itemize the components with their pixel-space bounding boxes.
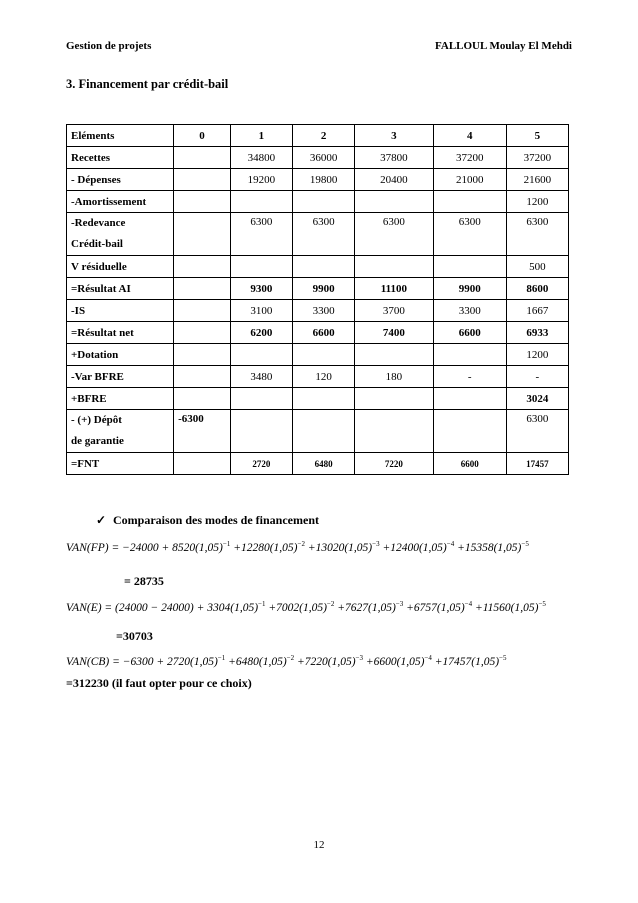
- table-cell: 3300: [292, 300, 354, 322]
- table-cell: 1200: [506, 344, 568, 366]
- table-cell: 37200: [433, 147, 506, 169]
- equation-term: +12400(1,05): [382, 541, 447, 554]
- equation-text: VAN(FP) = −24000 + 8520(1,05): [66, 541, 223, 554]
- table-row: [67, 344, 569, 366]
- exponent: −1: [258, 600, 266, 608]
- table-cell: [292, 256, 354, 278]
- equation-term: +7002(1,05): [268, 601, 327, 614]
- row-label-line: - (+) Dépôt: [71, 414, 122, 426]
- row-label: - Dépenses: [67, 169, 174, 191]
- table-cell: 1200: [506, 191, 568, 213]
- table-cell: 21000: [433, 169, 506, 191]
- column-header: 4: [433, 125, 506, 147]
- table-cell: 6300: [506, 410, 568, 453]
- row-label: =Résultat net: [67, 322, 174, 344]
- table-cell: [355, 388, 433, 410]
- table-cell: 6933: [506, 322, 568, 344]
- table-cell: 3024: [506, 388, 568, 410]
- section-title: 3. Financement par crédit-bail: [66, 77, 229, 91]
- row-label: V résiduelle: [67, 256, 174, 278]
- row-label: +Dotation: [67, 344, 174, 366]
- table-row: [67, 388, 569, 410]
- column-header: 2: [292, 125, 354, 147]
- equation-term: +12280(1,05): [233, 541, 298, 554]
- table-cell: 19200: [230, 169, 292, 191]
- table-cell: 3700: [355, 300, 433, 322]
- column-header: Eléments: [67, 125, 174, 147]
- page-number: 12: [313, 839, 325, 851]
- table-cell: [174, 300, 231, 322]
- row-label: -Var BFRE: [67, 366, 174, 388]
- table-cell: 6300: [292, 213, 354, 256]
- table-cell: 9900: [433, 278, 506, 300]
- table-cell: 37200: [506, 147, 568, 169]
- table-cell: [174, 453, 231, 475]
- row-label: -Amortissement: [67, 191, 174, 213]
- table-cell: [433, 256, 506, 278]
- equation-term: +15358(1,05): [457, 541, 522, 554]
- comparison-title: Comparaison des modes de financement: [113, 513, 319, 527]
- equation-term: +6600(1,05): [365, 655, 425, 668]
- table-cell: 3100: [230, 300, 292, 322]
- table-cell: 6300: [506, 213, 568, 256]
- header-right: FALLOUL Moulay El Mehdi: [434, 40, 572, 52]
- equation-e: [66, 600, 546, 614]
- table-cell: [230, 388, 292, 410]
- table-cell: [174, 278, 231, 300]
- table-row: [67, 322, 569, 344]
- equation-term: +17457(1,05): [434, 655, 500, 668]
- table-cell: 37800: [355, 147, 433, 169]
- table-cell: -6300: [174, 410, 231, 453]
- exponent: −4: [424, 654, 432, 662]
- row-label: [67, 213, 174, 256]
- financing-table: [66, 124, 569, 475]
- header-left: Gestion de projets: [66, 40, 152, 52]
- exponent: −5: [499, 654, 507, 662]
- table-cell: 6600: [292, 322, 354, 344]
- table-cell: 19800: [292, 169, 354, 191]
- table-cell: 7400: [355, 322, 433, 344]
- exponent: −1: [217, 654, 226, 662]
- exponent: −3: [372, 540, 380, 548]
- table-cell: [230, 191, 292, 213]
- table-cell: [174, 344, 231, 366]
- row-label-line: de garantie: [71, 435, 124, 447]
- table-cell: 120: [292, 366, 354, 388]
- table-cell: 6480: [292, 453, 354, 475]
- table-cell: 180: [355, 366, 433, 388]
- exponent: −3: [355, 654, 363, 662]
- exponent: −2: [297, 540, 305, 548]
- table-cell: [174, 191, 231, 213]
- table-cell: [355, 191, 433, 213]
- table-row: [67, 278, 569, 300]
- table-cell: 6600: [433, 453, 506, 475]
- table-row: [67, 147, 569, 169]
- table-cell: [174, 256, 231, 278]
- table-row: [67, 453, 569, 475]
- exponent: −2: [326, 600, 335, 608]
- table-cell: 1667: [506, 300, 568, 322]
- comparison-heading: [96, 513, 319, 528]
- table-cell: [174, 366, 231, 388]
- row-label-line: -Redevance: [71, 217, 126, 229]
- column-header: 0: [174, 125, 231, 147]
- column-header: 3: [355, 125, 433, 147]
- equation-term: +7220(1,05): [297, 655, 356, 668]
- equation-fp: [66, 540, 529, 554]
- table-cell: [292, 344, 354, 366]
- row-label: =FNT: [67, 453, 174, 475]
- table-header-row: [67, 125, 569, 147]
- table-row: [67, 300, 569, 322]
- table-cell: 9900: [292, 278, 354, 300]
- exponent: −2: [286, 654, 295, 662]
- table-row: [67, 256, 569, 278]
- table-cell: 6300: [355, 213, 433, 256]
- exponent: −3: [395, 600, 404, 608]
- equation-text: VAN(E) = (24000 − 24000) + 3304(1,05): [66, 601, 259, 614]
- table-cell: 6300: [433, 213, 506, 256]
- table-cell: [174, 388, 231, 410]
- equation-term: +6480(1,05): [228, 655, 287, 668]
- result-e: =30703: [116, 629, 153, 643]
- table-cell: [174, 213, 231, 256]
- table-cell: -: [433, 366, 506, 388]
- equation-text: VAN(CB) = −6300 + 2720(1,05): [66, 655, 218, 668]
- equation-term: +13020(1,05): [307, 541, 373, 554]
- row-label: Recettes: [67, 147, 174, 169]
- equation-cb: [66, 654, 507, 668]
- row-label: +BFRE: [67, 388, 174, 410]
- table-cell: 36000: [292, 147, 354, 169]
- table-cell: 21600: [506, 169, 568, 191]
- table-cell: [433, 344, 506, 366]
- exponent: −5: [538, 600, 546, 608]
- table-cell: [174, 147, 231, 169]
- table-cell: 20400: [355, 169, 433, 191]
- table-cell: 6600: [433, 322, 506, 344]
- column-header: 5: [506, 125, 568, 147]
- exponent: −5: [521, 540, 529, 548]
- table-cell: [355, 410, 433, 453]
- table-cell: [292, 388, 354, 410]
- checkmark-icon: ✓: [96, 513, 107, 527]
- table-cell: [433, 410, 506, 453]
- table-row: [67, 410, 569, 453]
- table-cell: [230, 344, 292, 366]
- table-row: [67, 169, 569, 191]
- table-cell: 6300: [230, 213, 292, 256]
- table-row: [67, 366, 569, 388]
- result-cb: =312230 (il faut opter pour ce choix): [66, 676, 252, 690]
- table-cell: 2720: [230, 453, 292, 475]
- table-row: [67, 213, 569, 256]
- table-cell: 6200: [230, 322, 292, 344]
- table-cell: 34800: [230, 147, 292, 169]
- column-header: 1: [230, 125, 292, 147]
- table-cell: 17457: [506, 453, 568, 475]
- table-cell: [230, 410, 292, 453]
- table-cell: 11100: [355, 278, 433, 300]
- table-cell: [174, 169, 231, 191]
- table-cell: [355, 256, 433, 278]
- table-cell: 3300: [433, 300, 506, 322]
- table-cell: 500: [506, 256, 568, 278]
- table-cell: [433, 191, 506, 213]
- row-label: [67, 410, 174, 453]
- equation-term: +7627(1,05): [337, 601, 396, 614]
- table-cell: 9300: [230, 278, 292, 300]
- row-label: =Résultat AI: [67, 278, 174, 300]
- table-cell: 3480: [230, 366, 292, 388]
- table-cell: [355, 344, 433, 366]
- equation-term: +6757(1,05): [406, 601, 465, 614]
- exponent: −1: [222, 540, 231, 548]
- exponent: −4: [446, 540, 455, 548]
- result-fp: = 28735: [124, 574, 164, 588]
- table-cell: 7220: [355, 453, 433, 475]
- exponent: −4: [464, 600, 473, 608]
- equation-term: +11560(1,05): [474, 601, 539, 614]
- table-cell: [230, 256, 292, 278]
- table-cell: -: [506, 366, 568, 388]
- table-cell: [292, 191, 354, 213]
- table-row: [67, 191, 569, 213]
- table-cell: [292, 410, 354, 453]
- row-label: -IS: [67, 300, 174, 322]
- row-label-line: Crédit-bail: [71, 238, 123, 250]
- table-cell: [174, 322, 231, 344]
- table-cell: 8600: [506, 278, 568, 300]
- table-cell: [433, 388, 506, 410]
